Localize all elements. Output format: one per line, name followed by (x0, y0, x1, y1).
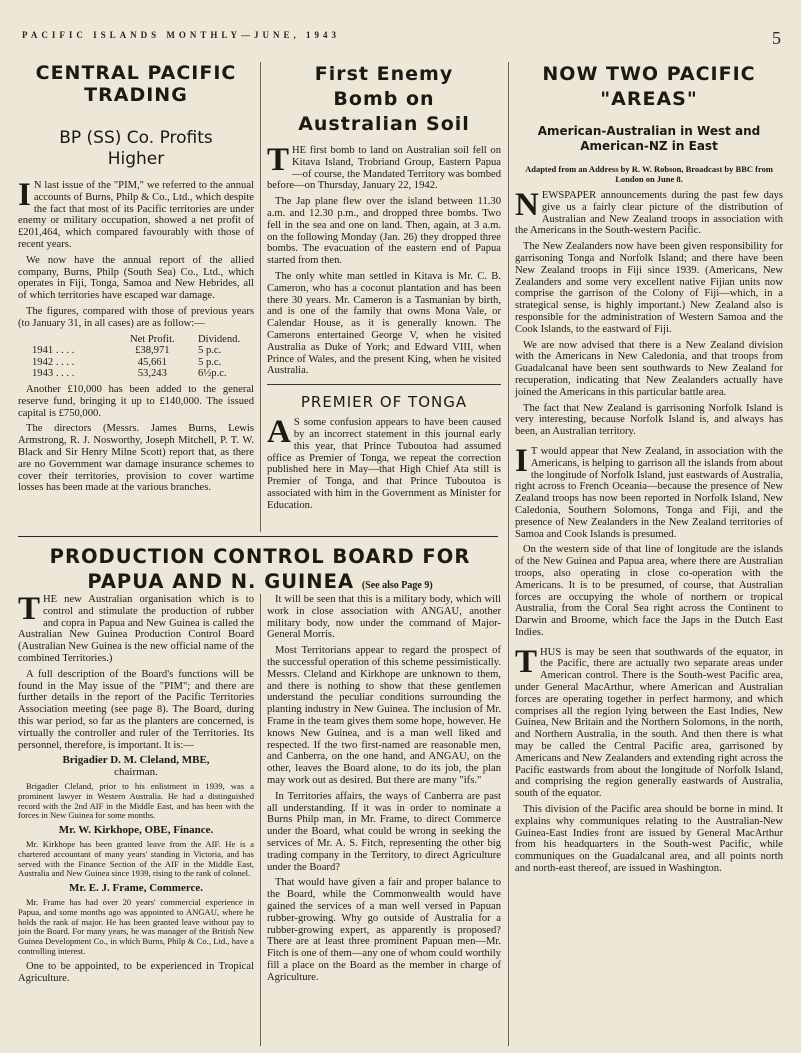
article2-p3: The only white man settled in Kitava is Mr. C. B. Cameron, who has a coconut plantation and has been there 30 years. Mr. Cameron is a Tasmanian by birth, and is one of the family that owns Mona Vale, or Calendar House, as it is generally known. The Camerons entertained George V, when he visited Australia as Duke of York; and Edward VIII, when Prince of Wales, and the present King, when he visited Australia. (267, 270, 501, 377)
profit-table-row: 1941 . . . . £38,971 5 p.c. (32, 345, 222, 357)
member-frame-bio: Mr. Frame has had over 20 years' commercial experience in Papua, and some months ago was appointed to ANGAU, where he holds the rank of major. He has been granted leave without pay to join the Board. For many years, he was manager of the British New Guinea Development Co., in which Burns, Philp & Co., Ltd., have a controlling interest. (18, 896, 254, 956)
article-production-board-col2 (267, 594, 501, 988)
article4-p7: THUS is may be seen that southwards of the equator, in the Pacific, there are actually two separate areas under American control. There is the South-west Pacific area, under General MacArthur, where American and Australian forces are operating together in perfect harmony, and which comprises all the region lying between the East Indies, New Guinea, New Britain and the Northern Solomons, in the north, and Northern Australia, in the south. And then there is what may be called the Central Pacific area, garrisoned by Americans and New Zealanders and extending right across the Pacific eastwards from about the longitude of Norfolk Island, and comprising the region generally eastwards of Australia, south of the equator. (515, 643, 783, 800)
member-frame: Mr. E. J. Frame, Commerce. (68, 882, 204, 895)
article3-title: PREMIER OF TONGA (300, 393, 468, 412)
article-production-board-col1 (18, 591, 254, 988)
article5-title: PRODUCTION CONTROL BOARD FOR PAPUA AND N. GUINEA (See also Page 9) (49, 545, 471, 593)
article-central-pacific (18, 62, 254, 498)
article5-p4: It will be seen that this is a military body, which will work in close association with ANGAU, another military body, now under the command of Major-General Morris. (267, 594, 501, 641)
article1-subtitle: BP (SS) Co. Profits Higher (59, 128, 213, 169)
article5-p6: In Territories affairs, the ways of Canberra are past all understanding. If it was in order to nominate a Burns Philp man, in Mr. Frame, to direct Commerce under the Board, what could be wrong in seeking the services of Mr. A. S. Fitch, representing the other big trading company in the Territory, to direct Agriculture under the Board? (267, 790, 501, 873)
article3-p1: A S some confusion appears to have been caused by an incorrect statement in this journal early this year, that Prince Tuboutoa had assumed office as Premier of Tonga, we repeat the correction published here in May—that High Chief Ata still is Premier of Tonga, and that Prince Tuboutoa is associated with him in the Government as Minister for Education. (267, 414, 501, 511)
section-rule (18, 536, 498, 537)
column-divider (260, 594, 261, 1046)
article4-source: Adapted from an Address by R. W. Robson, Broadcast by BBC from London on June 8. (525, 164, 773, 184)
article1-p2: We now have the annual report of the allied company, Burns, Philp (South Sea) Co., Ltd., which operates in Fiji, Tonga, Samoa and New Hebrides, all of which territories have escaped war damage. (18, 254, 254, 302)
article4-title: NOW TWO PACIFIC "AREAS" (542, 63, 756, 110)
article5-p5: Most Territorians appear to regard the prospect of the successful operation of this scheme pessimistically. Messrs. Cleland and Kirkhope are unknown to them, and there is nothing to show that these gentlemen understand the peculiar conditions surrounding the planting industry in New Guinea. The inclusion of Mr. Frame in the team gives them some hope, however. He knows New Guinea, and is a man well liked and respected. If the two first-named are reasonable men, and Canberra, on the one hand, and ANGAU, on the other, leaves the Board alone, to do its job, the plan may work out as desired. But there are many "ifs." (267, 645, 501, 786)
page-number: 5 (772, 28, 781, 48)
article1-p5: The directors (Messrs. James Burns, Lewis Armstrong, R. J. Nosworthy, Joseph Mitchell, P. T. W. Black and Sir Henry Milne Scott) report that, as there are no Government war damage insurance schemes to cover their territories, provision to cover wartime losses has been made at the various branches. (18, 423, 254, 494)
article4-p1: NEWSPAPER announcements during the past few days give us a fairly clear picture of the distribution of Australian and New Zealand troops in association with the Americans in the South-western Pacific. (515, 187, 783, 237)
article2-p2: The Jap plane flew over the island between 11.30 a.m. and 12.30 p.m., and dropped three bombs. Two fell in the sea and one on land. Then, again, at 3 a.m. on the following Monday (Jan. 26) they dropped three bombs. The evacuation of the eastern end of Papua started from then. (267, 196, 501, 267)
article5-p3: One to be appointed, to be experienced in Tropical Agriculture. (18, 960, 254, 984)
article1-p4: Another £10,000 has been added to the general reserve fund, bringing it up to £140,000. The issued capital is £750,000. (18, 383, 254, 419)
member-cleland-role: chairman. (114, 766, 158, 779)
article5-p2: A full description of the Board's functions will be found in the May issue of the "PIM"; and there are further details in the report of the Pacific Territories Association meeting (see page 8). The Board, during this war period, so far as the planters are concerned, is virtually the controller and ruler of the Territories. Its personnel, therefore, is important. It is:— (18, 668, 254, 751)
member-cleland-bio: Brigadier Cleland, prior to his enlistment in 1939, was a prominent lawyer in Western Australia. He had a distinguished record with the 2nd AIF in the Middle East, and has been with the forces in New Guinea for some months. (18, 780, 254, 821)
column-divider (508, 62, 509, 1046)
profit-table-header: Net Profit. Dividend. (129, 333, 241, 345)
profit-table-row: 1943 . . . . 53,243 6½p.c. (32, 368, 227, 380)
article4-p4: The fact that New Zealand is garrisoning Norfolk Island is very interesting, because Norfolk Island is, and always has been, an Australian territory. (515, 402, 783, 438)
article-first-enemy-bomb (267, 62, 501, 516)
article1-p1: I N last issue of the "PIM," we referred to the annual accounts of Burns, Philp & Co., Ltd., which despite the fact that most of its Pacific territories are under enemy or military occupation, showed a net profit of £201,464, which compared favourably with those of recent years. (18, 177, 254, 250)
article2-p1: THE first bomb to land on Australian soil fell on Kitava Island, Trobriand Group, Eastern Papua—of course, the Mandated Territory was bombed before—on Thursday, January 22, 1942. (267, 142, 501, 192)
column-divider (260, 62, 261, 532)
article-two-pacific-areas (515, 62, 783, 879)
running-head: PACIFIC ISLANDS MONTHLY—JUNE, 1943 (22, 30, 341, 40)
member-cleland: Brigadier D. M. Cleland, MBE, (62, 754, 210, 767)
article2-title: First Enemy Bomb on Australian Soil (298, 63, 470, 135)
member-kirkhope-bio: Mr. Kirkhope has been granted leave from the AIF. He is a chartered accountant of many years' standing in Victoria, and has served with the Finance Section of the AIF in the Middle East, Australia and New Guinea since 1939, rising to the rank of colonel. (18, 838, 254, 879)
article4-p2: The New Zealanders now have been given responsibility for garrisoning Tonga and Norfolk Island; and there have been New Zealand troops in Fiji since 1939. (Americans, New Zealanders and some very excellent native Fijian units now comprise the garrison of the Colony of Fiji—which, in a strategical sense, is highly important.) New Zealand also is responsible for the administration of Western Samoa and the Cook Islands, to the eastward of Fiji. (515, 241, 783, 335)
see-also-note: (See also Page 9) (361, 580, 433, 591)
article1-p3: The figures, compared with those of previous years (to January 31, in all cases) are as follow:— (18, 305, 254, 329)
profit-table-row: 1942 . . . . 45,661 5 p.c. (32, 356, 222, 368)
article4-p3: We are now advised that there is a New Zealand division with the Americans in New Caledonia, and that troops from Guadalcanal have been sent southwards to New Zealand for recuperation, indicating that New Zealanders actually have joined the Americans in this particular battle area. (515, 339, 783, 398)
article4-p6: On the western side of that line of longitude are the islands of the New Guinea and Papua area, where there are Australian troops, also operating in close co-operation with the Americans. It is to be presumed, of course, that Australian forces are occupying the whole of northern or tropical Australia, from the Coral Sea right across the Continent to Darwin and Broome, which face the Japs in the Dutch East Indies. (515, 544, 783, 638)
section-rule (267, 384, 501, 385)
article4-p8: This division of the Pacific area should be borne in mind. It explains why communiques relating to the Australian-New Guinea-East Indies front are issued by General MacArthur from his headquarters in the South-west Pacific, while communiques on the Guadalcanal area, and all points north and north-east thereof, are issued in Washington. (515, 804, 783, 875)
member-kirkhope: Mr. W. Kirkhope, OBE, Finance. (58, 824, 214, 837)
article4-deck: American-Australian in West and American-NZ in East (537, 124, 761, 153)
profit-table (32, 334, 254, 380)
article4-p5: I T would appear that New Zealand, in association with the Americans, is helping to garrison all the islands from about the longitude of Norfolk Island, just eastwards of Australia, right across to French Oceania—because the presence of New Zealand troops has now been reported in Norfolk Island, New Caledonia, Southern Solomons, Tonga and Fiji, and the presence of New Zealanders in the New Zealand territories of Samoa and Cook Islands is presumed. (515, 442, 783, 540)
article1-title: CENTRAL PACIFIC TRADING (35, 62, 237, 106)
article5-p1: THE new Australian organisation which is to control and stimulate the production of rubber and copra in Papua and New Guinea is called the Australian New Guinea Production Control Board (Australian New Guinea is the new official name of the combined Territories.) (18, 591, 254, 664)
article5-p7: That would have given a fair and proper balance to the Board, while the Commonwealth would have gained the services of a man well versed in Papuan rubber-growing. Why go outside of Australia for a rubber-growing expert, as apparently is proposed? There are at least three prominent Papuan men—Mr. Fitch is one of them—any one of whom could worthily fill a place on the Board as the member in charge of Agriculture. (267, 877, 501, 983)
